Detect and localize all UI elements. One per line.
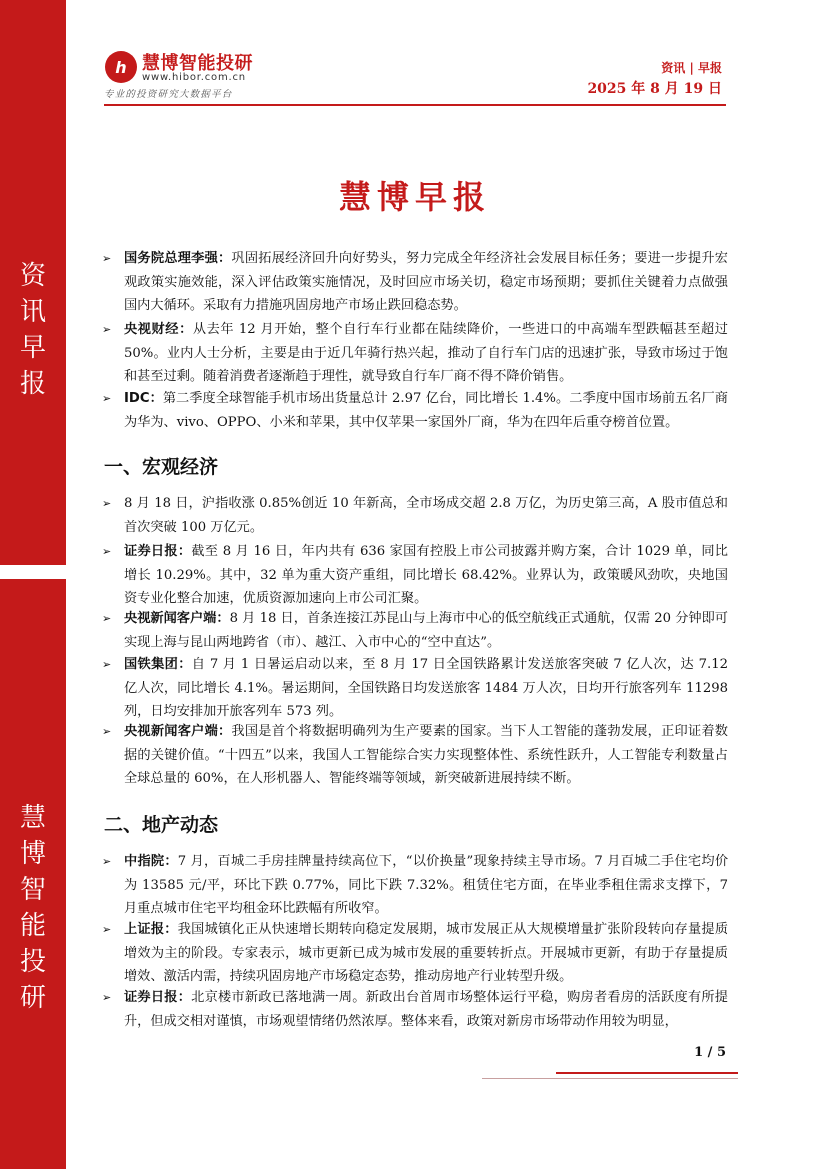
sidebar-char: 早 bbox=[19, 333, 46, 363]
news-item bbox=[102, 607, 728, 654]
bullet-arrow-icon: ➢ bbox=[102, 991, 112, 1004]
sidebar-divider bbox=[0, 565, 66, 579]
news-text: 我国城镇化正从快速增长期转向稳定发展期，城市发展正从大规模增量扩张阶段转向存量提质增效为主的阶段。专家表示，城市更新已成为城市发展的重要转折点。开展城市更新，有助于存量提质增效、激活内需，持续巩固房地产市场稳定态势，推动房地产行业转型升级。 bbox=[124, 922, 729, 984]
news-text: 8 月 18 日，首条连接江苏昆山与上海市中心的低空航线正式通航，仅需 20 分钟即可实现上海与昆山两地跨省（市）、越江、入市中心的“空中直达”。 bbox=[124, 611, 728, 650]
page-number: 1 / 5 bbox=[694, 1045, 726, 1060]
news-item bbox=[102, 918, 728, 989]
news-text: 巩固拓展经济回升向好势头，努力完成全年经济社会发展目标任务；要进一步提升宏观政策实施效能，深入评估政策实施情况，及时回应市场关切，稳定市场预期；要抓住关键着力点做强国内大循环。采取有力措施巩固房地产市场止跌回稳态势。 bbox=[124, 251, 728, 313]
sidebar-char: 报 bbox=[19, 369, 46, 399]
news-item bbox=[102, 318, 728, 389]
news-item bbox=[102, 540, 728, 611]
news-text: 第二季度全球智能手机市场出货量总计 2.97 亿台，同比增长 1.4%。二季度中国市场前五名厂商为华为、vivo、OPPO、小米和苹果，其中仅苹果一家国外厂商，华为在四年后重夺榜首位置。 bbox=[124, 391, 728, 430]
news-text: 从去年 12 月开始，整个自行车行业都在陆续降价，一些进口的中高端车型跌幅甚至超过 50%。业内人士分析，主要是由于近几年骑行热兴起，推动了自行车门店的迅速扩张，导致市场过于饱和甚至过剩。随着消费者逐渐趋于理性，就导致自行车厂商不得不降价销售。 bbox=[124, 322, 728, 384]
news-item bbox=[102, 720, 728, 791]
news-source: 国务院总理李强： bbox=[124, 251, 232, 266]
section-heading: 二、地产动态 bbox=[104, 814, 219, 836]
sidebar-char: 智 bbox=[19, 875, 46, 905]
news-item bbox=[102, 387, 728, 434]
bullet-arrow-icon: ➢ bbox=[102, 323, 112, 336]
news-text: 自 7 月 1 日暑运启动以来，至 8 月 17 日全国铁路累计发送旅客突破 7 亿人次，达 7.12 亿人次，同比增长 4.1%。暑运期间，全国铁路日均发送旅客 1484 万人次，日均开行旅客列车 11298 列，日均安排加开旅客列车 573 列。 bbox=[124, 657, 728, 719]
logo-mark-icon bbox=[104, 50, 138, 84]
bullet-arrow-icon: ➢ bbox=[102, 923, 112, 936]
header-rule bbox=[104, 104, 726, 106]
news-source: 证券日报： bbox=[124, 990, 192, 1005]
sidebar-label-bottom bbox=[0, 800, 66, 1016]
bullet-arrow-icon: ➢ bbox=[102, 497, 112, 510]
news-text: 北京楼市新政已落地满一周。新政出台首周市场整体运行平稳，购房者看房的活跃度有所提升，但成交相对谨慎，市场观望情绪仍然浓厚。整体来看，政策对新房市场带动作用较为明显， bbox=[124, 990, 728, 1029]
sidebar-char: 慧 bbox=[19, 803, 46, 833]
sidebar-char: 能 bbox=[19, 911, 46, 941]
bullet-arrow-icon: ➢ bbox=[102, 612, 112, 625]
page-title: 慧博早报 bbox=[338, 178, 491, 216]
bullet-arrow-icon: ➢ bbox=[102, 725, 112, 738]
news-source: 证券日报： bbox=[124, 544, 192, 559]
svg-text:h: h bbox=[115, 58, 127, 77]
sidebar-band bbox=[0, 0, 66, 1169]
header-meta bbox=[587, 60, 722, 99]
brand-logo bbox=[104, 48, 264, 98]
news-text: 8 月 18 日，沪指收涨 0.85%创近 10 年新高，全市场成交超 2.8 万亿，为历史第三高，A 股市值总和首次突破 100 万亿元。 bbox=[124, 496, 728, 535]
report-tag: 资讯 | 早报 bbox=[661, 61, 722, 75]
footer-rule bbox=[556, 1072, 738, 1074]
sidebar-char: 投 bbox=[19, 947, 46, 977]
sidebar-label-top bbox=[0, 258, 66, 402]
bullet-arrow-icon: ➢ bbox=[102, 658, 112, 671]
sidebar-char: 讯 bbox=[19, 297, 46, 327]
logo-url: www.hibor.com.cn bbox=[142, 72, 246, 83]
news-source: 上证报： bbox=[124, 922, 178, 937]
bullet-arrow-icon: ➢ bbox=[102, 252, 112, 265]
news-text: 我国是首个将数据明确列为生产要素的国家。当下人工智能的蓬勃发展，正印证着数据的关键价值。“十四五”以来，我国人工智能综合实力实现整体性、系统性跃升，人工智能专利数量占全球总量的 60%，在人形机器人、智能终端等领域，新突破新进展持续不断。 bbox=[124, 724, 728, 786]
logo-slogan: 专业的投资研究大数据平台 bbox=[104, 89, 233, 100]
news-source: 国铁集团： bbox=[124, 657, 192, 672]
news-item bbox=[102, 247, 728, 318]
news-item bbox=[102, 653, 728, 724]
news-source: 央视新闻客户端： bbox=[124, 724, 232, 739]
news-source: 中指院： bbox=[124, 854, 178, 869]
report-date: 2025 年 8 月 19 日 bbox=[587, 81, 722, 97]
news-text: 截至 8 月 16 日，年内共有 636 家国有控股上市公司披露并购方案，合计 1029 单，同比增长 10.29%。其中，32 单为重大资产重组，同比增长 68.42%。业界认为，政策暖风劲吹，央地国资专业化整合加速，优质资源加速向上市公司汇聚。 bbox=[124, 544, 728, 606]
bullet-arrow-icon: ➢ bbox=[102, 855, 112, 868]
bullet-arrow-icon: ➢ bbox=[102, 545, 112, 558]
news-source: 央视财经： bbox=[124, 322, 193, 337]
sidebar-char: 资 bbox=[19, 261, 46, 291]
news-source: IDC： bbox=[124, 391, 163, 406]
section-heading: 一、宏观经济 bbox=[104, 456, 219, 478]
bullet-arrow-icon: ➢ bbox=[102, 392, 112, 405]
sidebar-char: 博 bbox=[19, 839, 46, 869]
sidebar-char: 研 bbox=[19, 983, 46, 1013]
news-item bbox=[102, 986, 728, 1033]
footer-rule-thin bbox=[482, 1078, 738, 1079]
news-text: 7 月，百城二手房挂牌量持续高位下，“以价换量”现象持续主导市场。7 月百城二手住宅均价为 13585 元/平，环比下跌 0.77%，同比下跌 7.32%。租赁住宅方面，在毕业季租住需求支撑下，7 月重点城市住宅平均租金环比跌幅有所收窄。 bbox=[124, 854, 729, 916]
news-source: 央视新闻客户端： bbox=[124, 611, 230, 626]
news-item bbox=[102, 492, 728, 539]
logo-name: 慧博智能投研 bbox=[142, 53, 253, 74]
news-item bbox=[102, 850, 728, 921]
